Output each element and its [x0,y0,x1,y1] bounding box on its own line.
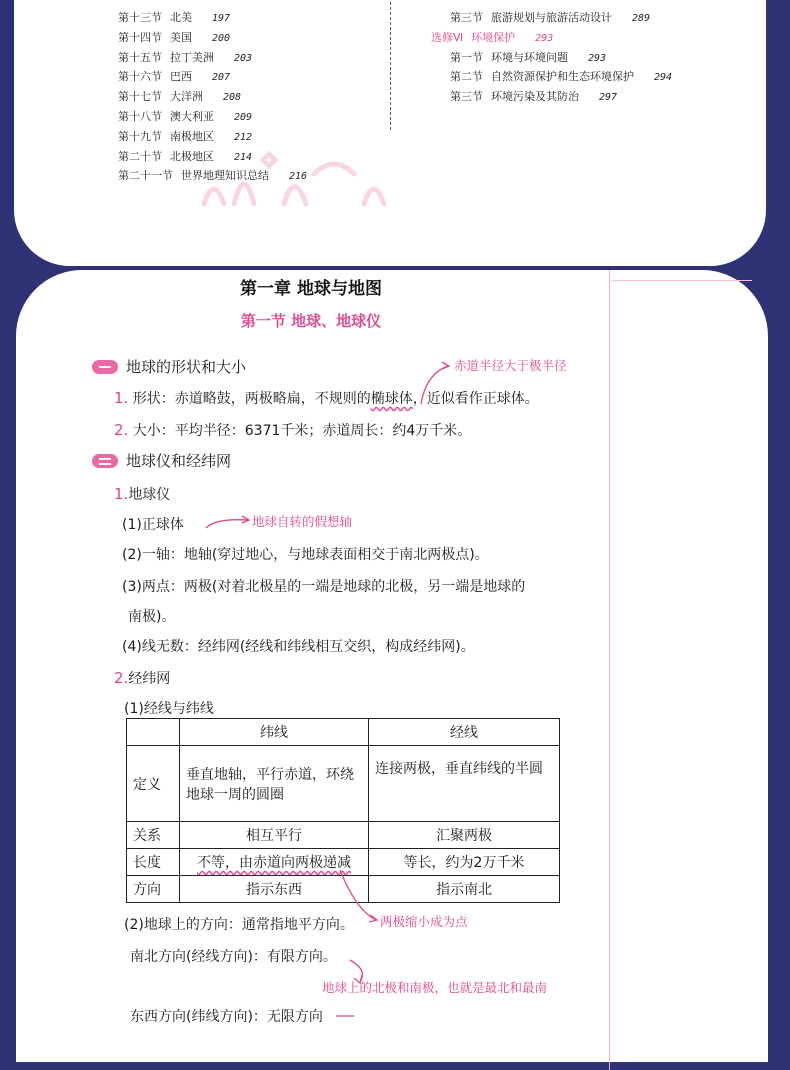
chapter-title: 第一章 地球与地图 [240,279,382,299]
globe-poles-cont: 南极)。 [128,609,176,625]
toc-card [10,0,770,270]
toc-right-column [431,8,672,107]
toc-divider [390,2,391,130]
table-cell: 相互平行 [180,822,369,849]
toc-item[interactable]: 第十七节 大洋洲 208 [118,90,242,104]
direction-heading: (2)地球上的方向：通常指地平方向。 [124,917,354,933]
toc-item[interactable]: 第十八节 澳大利亚 209 [118,109,253,123]
toc-item[interactable]: 第二十一节 世界地理知识总结 216 [118,169,308,183]
toc-item[interactable]: 第二节 自然资源保护和生态环境保护 294 [450,70,673,84]
direction-east-west: 东西方向(纬线方向)：无限方向 [130,1009,323,1025]
toc-item[interactable]: 第一节 环境与环境问题 293 [450,50,607,64]
table-cell: 不等，由赤道向两极递减 [180,849,369,876]
toc-item[interactable]: 第三节 环境污染及其防治 297 [450,90,618,104]
table-cell: 长度 [127,849,180,876]
note-axis: 地球自转的假想轴 [252,514,353,529]
table-cell: 连接两极，垂直纬线的半圆 [369,746,560,822]
toc-item[interactable]: 第十四节 美国 200 [118,30,231,44]
table-cell: 指示南北 [369,876,560,903]
table-header: 纬线 [180,719,369,746]
toc-item[interactable]: 第十九节 南极地区 212 [118,129,253,143]
table-cell: 方向 [127,876,180,903]
toc-item[interactable]: 第三节 旅游规划与旅游活动设计 289 [450,11,651,24]
table-cell: 关系 [127,822,180,849]
note-poles-points: 两极缩小成为点 [380,914,468,929]
table-cell: 汇聚两极 [369,822,560,849]
heading-shape-size: 地球的形状和大小 [126,358,247,376]
heading-globe-grid: 地球仪和经纬网 [126,452,232,470]
item-size: 2. 大小：平均半径：6371千米；赤道周长：约4万千米。 [114,421,472,439]
item-grid: 2.经纬网 [114,669,171,687]
note-north-south: 地球上的北极和南极，也就是最北和最南 [322,980,548,995]
decorative-flourish-icon [194,134,414,214]
table-cell: 等长，约为2万千米 [369,849,560,876]
toc-item[interactable]: 第十六节 巴西 207 [118,70,231,84]
section-title: 第一节 地球、地球仪 [240,312,382,330]
item-globe: 1.地球仪 [114,485,171,503]
grid-lines-heading: (1)经线与纬线 [124,701,214,717]
globe-lines: (4)线无数：经纬网(经线和纬线相互交织，构成经纬网)。 [122,639,475,655]
toc-item[interactable]: 第十三节 北美 197 [118,11,231,24]
table-cell: 定义 [127,746,180,822]
direction-north-south: 南北方向(经线方向)：有限方向。 [130,949,337,965]
globe-axis: (2)一轴：地轴(穿过地心，与地球表面相交于南北两极点)。 [122,547,489,563]
table-cell: 指示东西 [180,876,369,903]
toc-item-elective[interactable]: 选修Ⅵ 环境保护 293 [431,30,554,44]
table-header: 经线 [369,719,560,746]
annotation-arrows [16,270,772,1070]
table-cell: 垂直地轴，平行赤道，环绕地球一周的圆圈 [180,746,369,822]
item-shape: 1. 形状：赤道略鼓，两极略扁，不规则的椭球体，近似看作正球体。 [114,389,539,407]
toc-item[interactable]: 第二十节 北极地区 214 [118,149,253,163]
toc-item[interactable]: 第十五节 拉丁美洲 203 [118,50,253,64]
globe-poles: (3)两点：两极(对着北极星的一端是地球的北极，另一端是地球的 [122,579,526,595]
notes-card [12,266,772,1066]
globe-sphere: (1)正球体 [122,517,184,533]
note-equator-radius: 赤道半径大于极半径 [454,358,567,373]
